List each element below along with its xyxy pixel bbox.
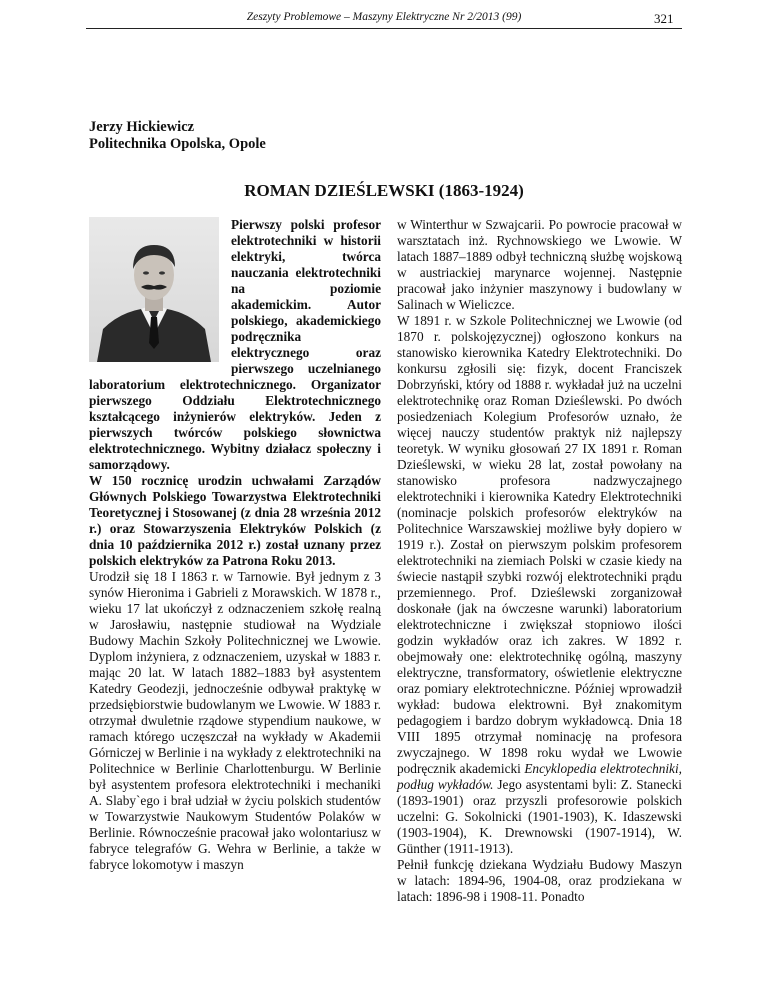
author-affiliation: Politechnika Opolska, Opole xyxy=(89,136,266,152)
article-title: ROMAN DZIEŚLEWSKI (1863-1924) xyxy=(244,181,524,200)
portrait-photo-icon xyxy=(89,217,219,362)
header-divider xyxy=(86,28,682,29)
page-number: 321 xyxy=(654,11,674,26)
body-paragraph xyxy=(397,313,682,857)
intro-paragraph: Pierwszy polski profesor elektrotechniki w historii elektryki, twórca nauczania elektrotechniki na poziomie akademickim. Autor polskiego, akademickiego podręcznika elektrycznego oraz pierwszego uczelnianego laboratorium elektrotechnicznego. Organizator pierwszego Oddziału Elektrotechnicznego kształcącego inżynierów elektryków. Jeden z pierwszych twórców polskiego słownictwa elektrotechnicznego. Wybitny działacz społeczny i samorządowy. xyxy=(89,217,381,472)
journal-header: Zeszyty Problemowe – Maszyny Elektryczne Nr 2/2013 (99) xyxy=(246,11,522,23)
patron-paragraph: W 150 rocznicę urodzin uchwałami Zarządów Głównych Polskiego Towarzystwa Elektrotechniki Teoretycznej i Stosowanej (z dnia 28 września 2012 r.) oraz Stowarzyszenia Elektryków Polskich (z dnia 10 października 2012 r.) został uznany przez polskich elektryków za Patrona Roku 2013. xyxy=(89,473,381,568)
author-block xyxy=(89,119,266,153)
left-column xyxy=(89,217,381,977)
biography-paragraph: Urodził się 18 I 1863 r. w Tarnowie. Był jednym z 3 synów Hieronima i Gabrieli z Morawskich. W 1878 r., wieku 17 lat ukończył z odznaczeniem szkołę realną w Jarosławiu, następnie studiował na Wydziale Budowy Machin Szkoły Politechnicznej we Lwowie. Dyplom inżyniera, z odznaczeniem, uzyskał w 1883 r. mając 20 lat. W latach 1882–1883 był asystentem Katedry Geodezji, jednocześnie odbywał praktykę w przedsiębiorstwie budowlanym we Lwowie. W 1883 r. otrzymał dwuletnie rządowe stypendium naukowe, w ramach którego uczęszczał na wykłady w Akademii Górniczej w Berlinie i na wykłady z elektrotechniki na Politechnice w Berlinie Charlottenburgu. W Berlinie był asystentem profesora elektrotechniki i mechaniki A. Slaby`ego i brał udział w życiu polskich studentów w Towarzystwie Naukowym Studentów Polaków w Berlinie. Równocześnie pracował jako wolontariusz w fabryce telegrafów G. Wehra w Berlinie, a także w fabryce lokomotyw i maszyn xyxy=(89,569,381,872)
right-column xyxy=(397,217,682,977)
body-paragraph: w Winterthur w Szwajcarii. Po powrocie pracował w warsztatach inż. Rychnowskiego we Lwowie. W latach 1887–1889 odbył techniczną służbę wojskową w austriackiej marynarce wojennej. Następnie pracował jako inżynier maszynowy i budowlany w Salinach w Wieliczce. xyxy=(397,217,682,312)
author-name: Jerzy Hickiewicz xyxy=(89,119,195,135)
body-text: Jego asystentami byli: Z. Stanecki (1893-1901) oraz przyszli profesorowie polskich uczelni: G. Sokolnicki (1901-1903), K. Idaszewski (1903-1904), K. Drewnowski (1907-1914), W. Günther (1911-1913). xyxy=(397,777,682,856)
book-title: Encyklopedia elektrotechniki, podług wykładów. xyxy=(397,761,682,792)
body-paragraph: Pełnił funkcję dziekana Wydziału Budowy Maszyn w latach: 1894-96, 1904-08, oraz prodziekana w latach: 1896-98 i 1908-11. Ponadto xyxy=(397,857,682,904)
body-text: W 1891 r. w Szkole Politechnicznej we Lwowie (od 1870 r. polskojęzycznej) ogłoszono konkurs na stanowisko kierownika Katedry Elektrotechniki. Do konkursu zgłosili się: fizyk, docent Franciszek Dobrzyński, który od 1888 r. wykładał już na uczelni elektrotechnikę oraz Roman Dzieślewski. Po dwóch posiedzeniach Kolegium Profesorów uznało, że więcej nauczy studentów praktyk niż najlepszy teoretyk. W wyniku głosowań 27 IX 1891 r. Roman Dzieślewski, w wieku 28 lat, został powołany na stanowisko profesora nadzwyczajnego elektrotechniki i kierownika Katedry Elektrotechniki (nominacje polskich profesorów elektryków na Politechnice Warszawskiej możliwe były dopiero w 1919 r.). Został on pierwszym polskim profesorem elektrotechniki na ziemiach Polski w czasie kiedy na świecie nastąpił szybki rozwój elektrotechniki prądu przemiennego. Prof. Dzieślewski zorganizował doskonałe (jak na ówczesne warunki) laboratorium elektrotechniczne i zwiększał stopniowo ilości godzin wykładów oraz ich zakres. W 1892 r. obejmowały one: elektrotechnikę ogólną, maszyny elektryczne, transformatory, oświetlenie elektryczne oraz pomiary elektrotechniczne. Później wprowadził wykład: budowa elektrowni. Był znakomitym pedagogiem i bardzo dobrym wykładowcą. Dnia 18 VIII 1895 otrzymał nominację na profesora zwyczajnego. W 1898 roku wydał we Lwowie podręcznik akademicki xyxy=(397,313,682,776)
